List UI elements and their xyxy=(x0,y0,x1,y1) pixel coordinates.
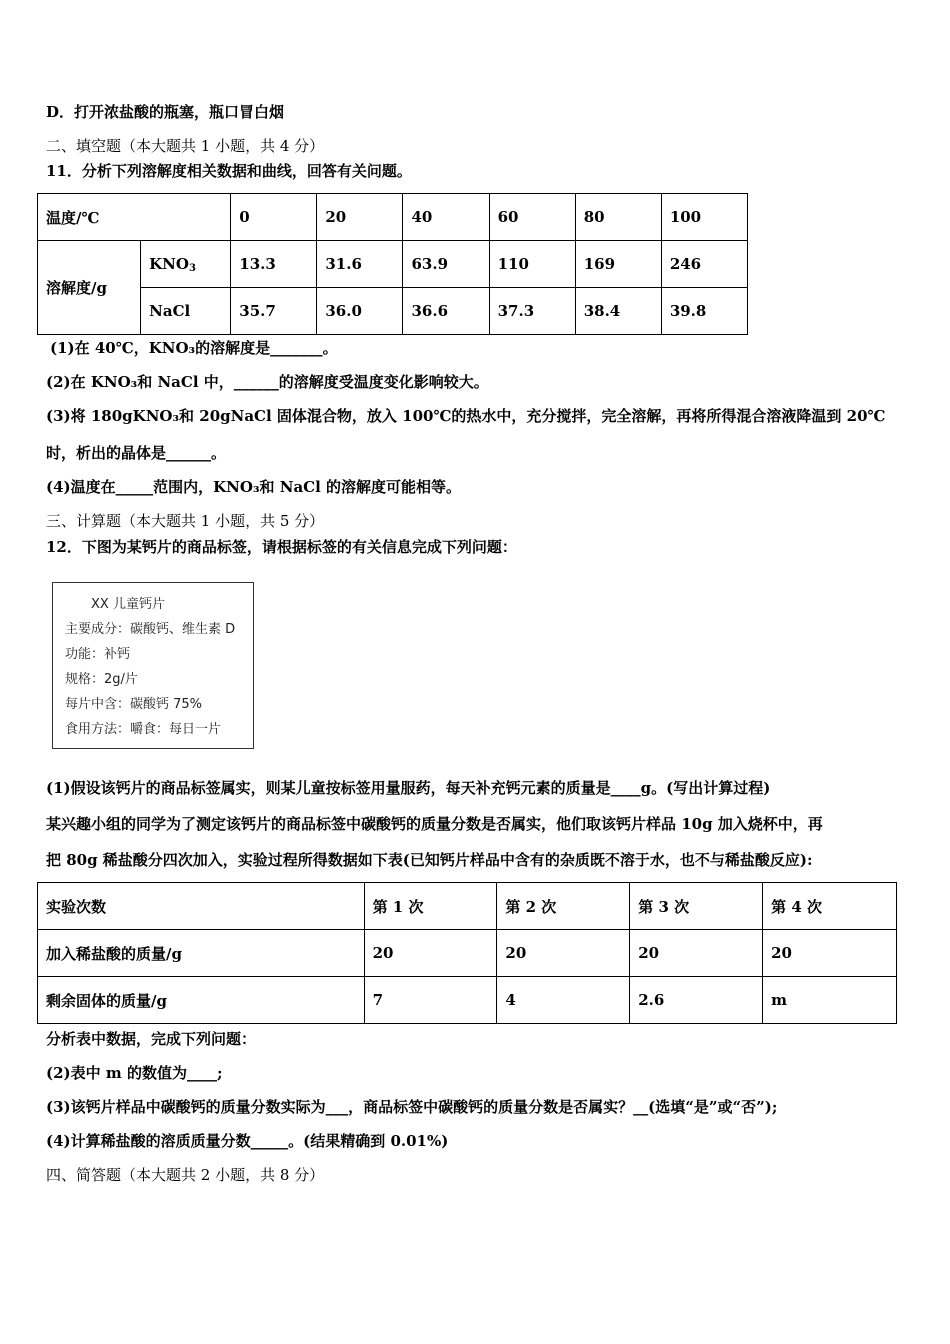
q12-intro-b: 把 80g 稀盐酸分四次加入，实验过程所得数据如下表(已知钙片样品中含有的杂质既不溶于水，也不与稀盐酸反应): xyxy=(46,851,813,869)
kno3-value: 246 xyxy=(661,241,747,288)
temp-cell: 80 xyxy=(575,194,661,241)
temp-cell: 100 xyxy=(661,194,747,241)
q12-followup-intro: 分析表中数据，完成下列问题： xyxy=(46,1030,257,1048)
q11-part3b: 时，析出的晶体是______。 xyxy=(46,444,227,462)
nacl-label: NaCl xyxy=(141,288,231,335)
solubility-label: 溶解度/g xyxy=(38,241,141,335)
table-cell: 4 xyxy=(497,977,630,1024)
section3-heading: 三、计算题（本大题共 1 小题，共 5 分） xyxy=(46,512,325,530)
table-header-cell: 第 2 次 xyxy=(497,883,630,930)
q11-part4: (4)温度在_____范围内，KNO₃和 NaCl 的溶解度可能相等。 xyxy=(46,478,462,496)
section4-heading: 四、简答题（本大题共 2 小题，共 8 分） xyxy=(46,1166,325,1184)
kno3-value: 63.9 xyxy=(403,241,489,288)
product-label-image xyxy=(52,582,254,749)
table-cell: 20 xyxy=(364,930,497,977)
table-header-cell: 第 1 次 xyxy=(364,883,497,930)
label-title: XX 儿童钙片 xyxy=(91,597,165,612)
q11-stem: 11．分析下列溶解度相关数据和曲线，回答有关问题。 xyxy=(46,162,412,180)
table-row xyxy=(38,930,897,977)
temp-header: 温度/℃ xyxy=(38,194,231,241)
q10-option-d: D．打开浓盐酸的瓶塞，瓶口冒白烟 xyxy=(46,103,285,121)
label-line: 每片中含：碳酸钙 75% xyxy=(65,697,203,712)
table-row xyxy=(38,241,748,288)
kno3-value: 31.6 xyxy=(317,241,403,288)
q12-part3: (3)该钙片样品中碳酸钙的质量分数实际为___，商品标签中碳酸钙的质量分数是否属实？__(选填“是”或“否”); xyxy=(46,1098,778,1116)
temp-cell: 20 xyxy=(317,194,403,241)
label-line: 食用方法：嚼食：每日一片 xyxy=(65,722,222,737)
table-cell: 剩余固体的质量/g xyxy=(38,977,365,1024)
solubility-table xyxy=(37,193,748,335)
nacl-value: 37.3 xyxy=(489,288,575,335)
temp-cell: 0 xyxy=(231,194,317,241)
kno3-value: 13.3 xyxy=(231,241,317,288)
label-line: 功能：补钙 xyxy=(65,647,131,662)
table-header-cell: 实验次数 xyxy=(38,883,365,930)
nacl-value: 39.8 xyxy=(661,288,747,335)
experiment-table xyxy=(37,882,897,1024)
section2-heading: 二、填空题（本大题共 1 小题，共 4 分） xyxy=(46,137,325,155)
q12-part2: (2)表中 m 的数值为____; xyxy=(46,1064,223,1082)
table-cell: m xyxy=(763,977,897,1024)
table-cell: 2.6 xyxy=(630,977,763,1024)
table-cell: 加入稀盐酸的质量/g xyxy=(38,930,365,977)
kno3-value: 169 xyxy=(575,241,661,288)
temp-cell: 40 xyxy=(403,194,489,241)
table-cell: 7 xyxy=(364,977,497,1024)
q11-part2: (2)在 KNO₃和 NaCl 中，______的溶解度受温度变化影响较大。 xyxy=(46,373,489,391)
nacl-value: 36.0 xyxy=(317,288,403,335)
q11-part3a: (3)将 180gKNO₃和 20gNaCl 固体混合物，放入 100℃的热水中，充分搅拌，完全溶解，再将所得混合溶液降温到 20℃ xyxy=(46,407,886,425)
q12-part1: (1)假设该钙片的商品标签属实，则某儿童按标签用量服药，每天补充钙元素的质量是____g。(写出计算过程) xyxy=(46,779,771,797)
table-cell: 20 xyxy=(497,930,630,977)
table-row xyxy=(38,883,897,930)
q12-part4: (4)计算稀盐酸的溶质质量分数_____。(结果精确到 0.01%) xyxy=(46,1132,449,1150)
temp-cell: 60 xyxy=(489,194,575,241)
nacl-value: 36.6 xyxy=(403,288,489,335)
table-cell: 20 xyxy=(630,930,763,977)
table-row xyxy=(38,288,748,335)
table-row xyxy=(38,977,897,1024)
table-row xyxy=(38,194,748,241)
table-cell: 20 xyxy=(763,930,897,977)
q11-part1: (1)在 40℃，KNO₃的溶解度是_______。 xyxy=(50,339,338,357)
kno3-value: 110 xyxy=(489,241,575,288)
label-line: 主要成分：碳酸钙、维生素 D xyxy=(65,622,236,637)
nacl-value: 35.7 xyxy=(231,288,317,335)
q12-intro-a: 某兴趣小组的同学为了测定该钙片的商品标签中碳酸钙的质量分数是否属实，他们取该钙片样品 10g 加入烧杯中，再 xyxy=(46,815,823,833)
label-line: 规格：2g/片 xyxy=(65,672,138,687)
kno3-label: $KNO_3$ xyxy=(141,241,231,288)
nacl-value: 38.4 xyxy=(575,288,661,335)
table-header-cell: 第 3 次 xyxy=(630,883,763,930)
table-header-cell: 第 4 次 xyxy=(763,883,897,930)
q12-stem: 12．下图为某钙片的商品标签，请根据标签的有关信息完成下列问题： xyxy=(46,538,517,556)
